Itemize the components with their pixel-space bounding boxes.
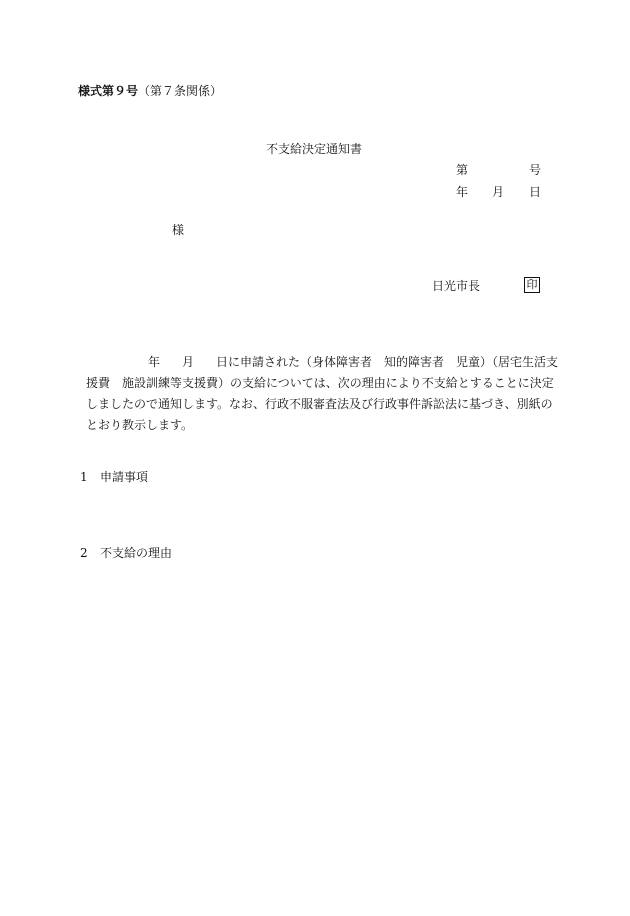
- body-line-1-text: 日に申請された（身体障害者 知的障害者 児童）（居宅生活支: [216, 355, 559, 369]
- issuer-name: 日光市長: [432, 279, 481, 293]
- seal-mark: 印: [524, 277, 540, 293]
- body-line-1: [86, 352, 559, 373]
- date-year-label: 年: [456, 185, 469, 199]
- section-label: 不支給の理由: [100, 546, 173, 560]
- date-day-label: 日: [529, 185, 542, 199]
- notice-body: [86, 352, 559, 436]
- reference-number-prefix: 第: [456, 163, 469, 177]
- section-application-items: [80, 469, 148, 485]
- form-number-label: 様式第９号: [78, 84, 139, 98]
- section-number: 2: [80, 546, 88, 560]
- body-line-4: とおり教示します。: [86, 418, 194, 432]
- body-line-3: しましたので通知します。なお、行政不服審査法及び行政事件訴訟法に基づき、別紙の: [86, 397, 553, 411]
- body-month-label: 月: [182, 355, 195, 369]
- form-number: [78, 83, 222, 99]
- addressee-honorific: 様: [172, 223, 185, 237]
- body-year-label: 年: [148, 355, 161, 369]
- reference-number-suffix: 号: [529, 163, 542, 177]
- section-number: 1: [80, 470, 88, 484]
- section-reason: [80, 545, 172, 561]
- body-line-2: 援費 施設訓練等支援費）の支給については、次の理由により不支給とすることに決定: [86, 376, 554, 390]
- date-month-label: 月: [492, 185, 505, 199]
- form-number-note: （第７条関係）: [138, 84, 223, 98]
- document-title: 不支給決定通知書: [266, 142, 363, 156]
- section-label: 申請事項: [100, 470, 149, 484]
